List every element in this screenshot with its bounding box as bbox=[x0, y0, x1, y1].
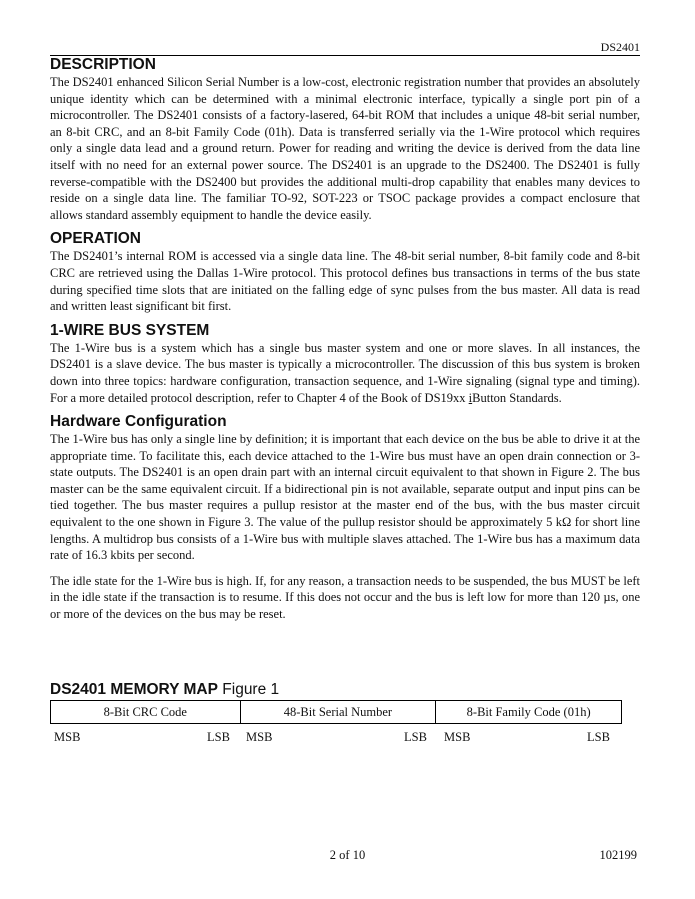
memory-map-serial-cell: 48-Bit Serial Number bbox=[240, 701, 436, 724]
section-description bbox=[50, 56, 640, 223]
memory-map-figure-label: Figure 1 bbox=[222, 681, 280, 698]
bus-system-text-start: The 1-Wire bus is a system which has a single bus master system and one or more slaves. In all instances, the DS2401 is a slave device. The bus master is typically a microcontroller. The discussion of this bus system is broken down into three topics: hardware configuration, transaction sequence, and 1-Wire signaling (signal type and timing). For a more detailed protocol description, refer to Chapter 4 of the Book of DS19xx bbox=[50, 340, 640, 405]
section-bus-system bbox=[50, 322, 640, 406]
hardware-heading: Hardware Configuration bbox=[50, 413, 227, 431]
memory-map-table bbox=[50, 700, 622, 724]
section-hardware-configuration bbox=[50, 413, 640, 623]
footer-page-number: 2 of 10 bbox=[329, 848, 366, 862]
operation-text: The DS2401’s internal ROM is accessed via a single data line. The 48-bit serial number, 8-bit family code and 8-bit CRC are retrieved using the Dallas 1-Wire protocol. This protocol defines bus transactions in terms of the bus state during specified time slots that are initiated on the falling edge of sync pulses from the bus master. All data is read and written least significant bit first. bbox=[50, 249, 640, 314]
bus-system-heading: 1-WIRE BUS SYSTEM bbox=[50, 321, 210, 339]
section-operation bbox=[50, 230, 640, 314]
description-heading: DESCRIPTION bbox=[50, 56, 156, 73]
memory-map-title-bold: DS2401 MEMORY MAP bbox=[50, 681, 218, 698]
family-msb-label: MSB bbox=[444, 730, 471, 744]
serial-lsb-label: LSB bbox=[404, 730, 427, 744]
operation-heading: OPERATION bbox=[50, 230, 141, 248]
ibutton-underlined-letter: i bbox=[468, 390, 473, 405]
page-content bbox=[50, 56, 640, 630]
crc-lsb-label: LSB bbox=[207, 730, 230, 744]
hardware-paragraph-1: The 1-Wire bus has only a single line by definition; it is important that each device on the bus be able to drive it at the appropriate time. To facilitate this, each device attached to the 1-Wire bus must have an open drain connection or 3-state outputs. The DS2401 is an open drain part with an internal circuit equivalent to that shown in Figure 2. The bus master can be the same equivalent circuit. If a bidirectional pin is not available, separate output and input pins can be tied together. The bus master requires a pullup resistor at the master end of the bus, with the bus master circuit equivalent to the one shown in Figure 3. The value of the pullup resistor should be approximately 5 kΩ for short line lengths. A multidrop bus consists of a 1-Wire bus with multiple slaves attached. The 1-Wire bus has a maximum data rate of 16.3 kbits per second. bbox=[50, 432, 640, 563]
serial-msb-label: MSB bbox=[246, 730, 273, 744]
bus-system-text bbox=[50, 340, 640, 406]
footer-document-number: 102199 bbox=[599, 848, 637, 862]
memory-map-title bbox=[50, 681, 279, 699]
memory-map-family-cell: 8-Bit Family Code (01h) bbox=[436, 701, 622, 724]
bus-system-text-end: Button Standards. bbox=[472, 390, 562, 405]
memory-map-crc-cell: 8-Bit CRC Code bbox=[51, 701, 241, 724]
hardware-paragraph-2: The idle state for the 1-Wire bus is high. If, for any reason, a transaction needs to be suspended, the bus MUST be left in the idle state if the transaction is to resume. If this does not occur and the bus is left low for more than 120 µs, one or more of the devices on the bus may be reset. bbox=[50, 573, 640, 622]
family-lsb-label: LSB bbox=[587, 730, 610, 744]
description-text: The DS2401 enhanced Silicon Serial Number is a low-cost, electronic registration number that provides an absolutely unique identity which can be determined with a minimal electronic interface, typically a single port pin of a microcontroller. The DS2401 consists of a factory-lasered, 64-bit ROM that includes a unique 48-bit serial number, an 8-bit CRC, and an 8-bit Family Code (01h). Data is transferred serially via the 1-Wire protocol which requires only a single data lead and a ground return. Power for reading and writing the device is derived from the data line itself with no need for an external power source. The DS2401 is an upgrade to the DS2400. The DS2401 is fully reverse-compatible with the DS2400 but provides the additional multi-drop capability that enables many devices to reside on a single data line. The familiar TO-92, SOT-223 or TSOC package provides a compact enclosure that allows standard assembly equipment to handle the device easily. bbox=[50, 75, 640, 222]
memory-map-row bbox=[51, 701, 622, 724]
crc-msb-label: MSB bbox=[54, 730, 81, 744]
memory-map-bit-labels bbox=[50, 730, 622, 746]
header-part-number: DS2401 bbox=[600, 40, 640, 54]
